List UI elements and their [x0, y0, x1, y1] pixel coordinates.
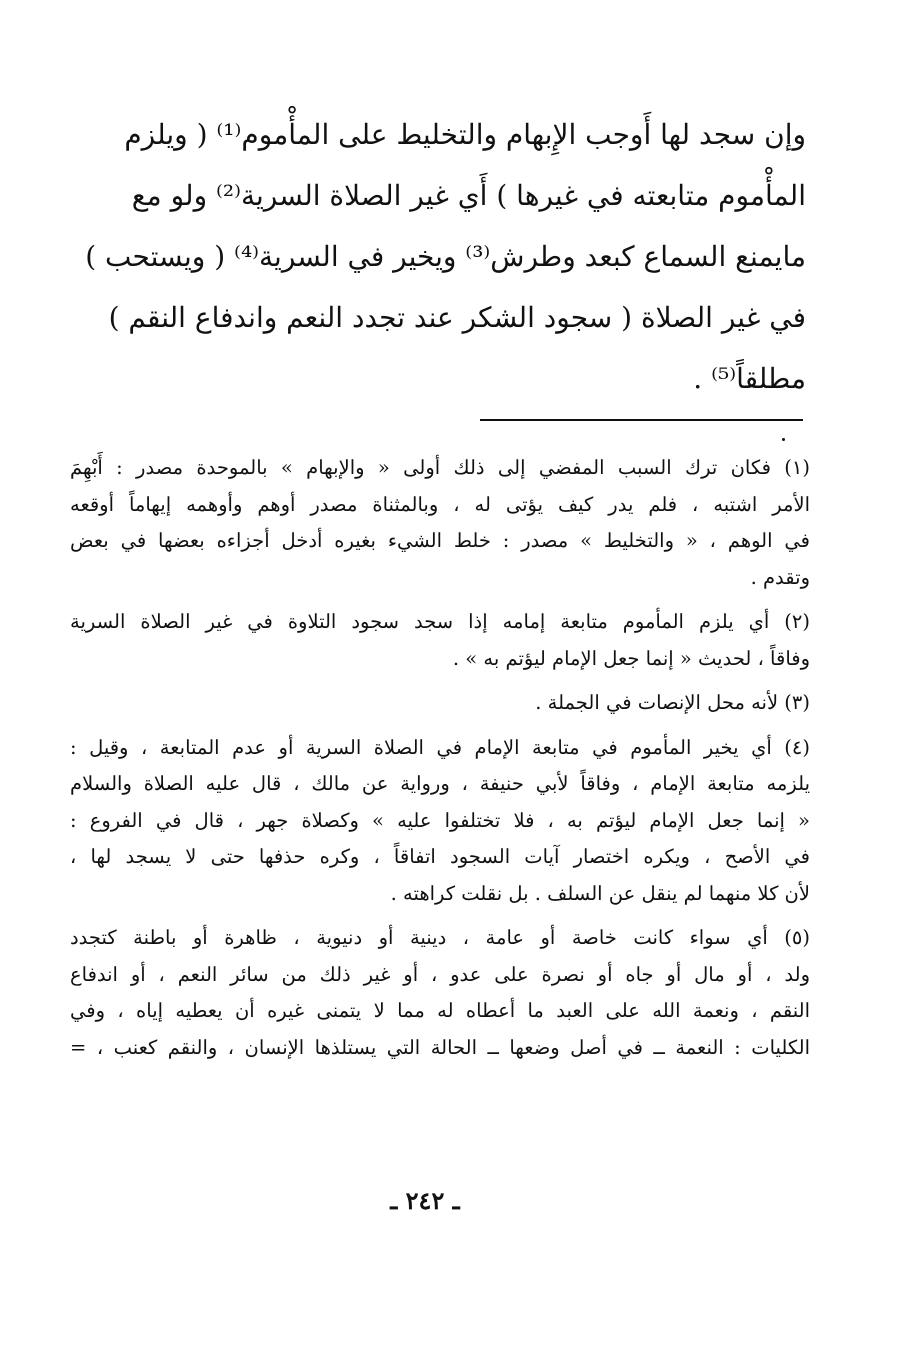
footnote-4	[70, 730, 810, 913]
footnote-line: « إنما جعل الإمام ليؤتم به ، فلا تختلفوا عليه » وكصلاة جهر ، قال في الفروع :	[70, 808, 810, 832]
footnote-line: ولد ، أو مال أو جاه أو نصرة على عدو ، أو غير ذلك من سائر النعم ، أو اندفاع	[70, 962, 810, 986]
footnote-line: (٢) أي يلزم المأموم متابعة إمامه إذا سجد سجود التلاوة في غير الصلاة السرية	[70, 610, 810, 633]
footnote-line: يلزمه متابعة الإمام ، وفاقاً لأبي حنيفة ، ورواية عن مالك ، قال عليه الصلاة والسلام	[70, 772, 810, 795]
footnote-line: الأمر اشتبه ، فلم يدر كيف يؤتى له ، وبالمثناة مصدر أوهم وأوهمه إيهاماً أوقعه	[70, 492, 810, 516]
footnote-line: (١) فكان ترك السبب المفضي إلى ذلك أولى « والإبهام » بالموحدة مصدر : أَبْهِمَ	[70, 456, 810, 479]
footnote-line: في الأصح ، ويكره اختصار آيات السجود اتفاقاً ، وكره حذفها حتى لا يسجد لها ،	[70, 845, 810, 868]
main-text-line: وإن سجد لها أَوجب الإِبهام والتخليط على المأْموم⁽¹⁾ ( ويلزم	[124, 118, 806, 151]
main-text-block	[76, 104, 806, 409]
main-text-line: مطلقاً⁽⁵⁾ .	[693, 362, 806, 395]
footnote-1	[70, 450, 810, 596]
main-text-line: في غير الصلاة ( سجود الشكر عند تجدد النعم واندفاع النقم )	[108, 301, 806, 334]
footnotes-section	[70, 450, 810, 1074]
footnote-line: (٣) لأنه محل الإنصات في الجملة .	[535, 691, 810, 714]
page-number: ـ ٢٤٢ ـ	[390, 1186, 460, 1215]
ink-speck	[782, 438, 785, 441]
footnote-line: في الوهم ، « والتخليط » مصدر : خلط الشيء بغيره أدخل أجزاءه بعضها في بعض	[70, 529, 810, 552]
footnote-3	[70, 685, 810, 722]
footnote-divider	[480, 419, 803, 421]
footnote-line: لأن كلا منهما لم ينقل عن السلف . بل نقلت كراهته .	[390, 881, 810, 905]
footnote-2	[70, 604, 810, 677]
main-text-line: المأْموم متابعته في غيرها ) أَي غير الصلاة السرية⁽²⁾ ولو مع	[131, 179, 806, 212]
footnote-5	[70, 920, 810, 1066]
main-text-line: مايمنع السماع كبعد وطرش⁽³⁾ ويخير في السرية⁽⁴⁾ ( ويستحب )	[85, 240, 806, 273]
footnote-line: الكليات : النعمة ــ في أصل وضعها ــ الحالة التي يستلذها الإنسان ، والنقم كعنب ، =	[70, 1035, 810, 1059]
footnote-line: وفاقاً ، لحديث « إنما جعل الإمام ليؤتم به » .	[452, 646, 810, 670]
footnote-line: النقم ، ونعمة الله على العبد ما أعطاه له مما لا يتمنى غيره أن يعطيه إياه ، وفي	[70, 999, 810, 1022]
footnote-line: وتقدم .	[750, 565, 810, 589]
footnote-line: (٥) أي سواء كانت خاصة أو عامة ، دينية أو دنيوية ، ظاهرة أو باطنة كتجدد	[70, 926, 810, 949]
footnote-line: (٤) أي يخير المأموم في متابعة الإمام في الصلاة السرية أو عدم المتابعة ، وقيل :	[70, 735, 810, 759]
